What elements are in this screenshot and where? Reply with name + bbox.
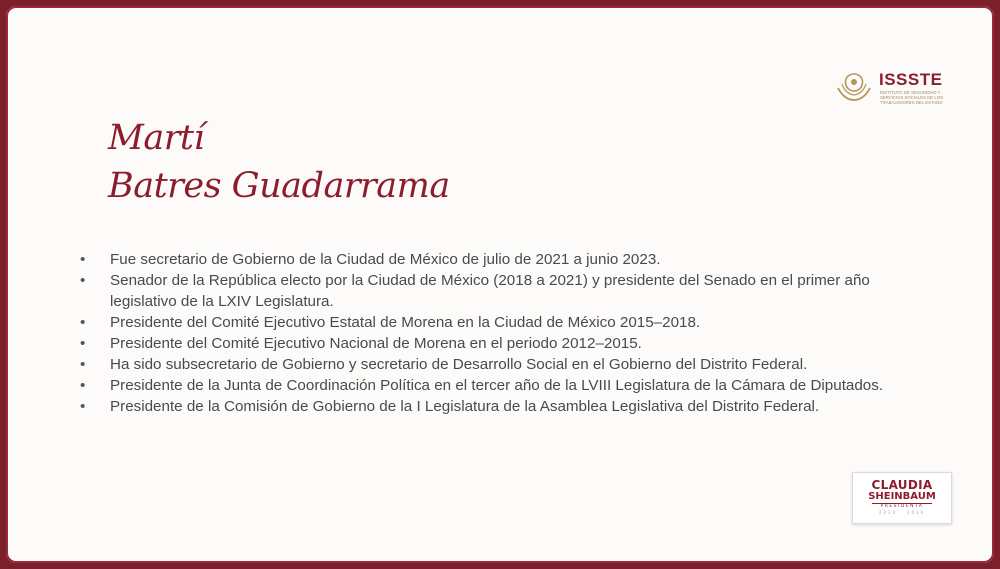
list-item-text: Fue secretario de Gobierno de la Ciudad de México de julio de 2021 a junio 2023. xyxy=(110,251,661,268)
list-item-text: Presidente del Comité Ejecutivo Nacional de Morena en el periodo 2012–2015. xyxy=(110,335,642,352)
claudia-sheinbaum-badge xyxy=(852,472,952,524)
list-item xyxy=(78,270,928,312)
issste-subtitle: INSTITUTO DE SEGURIDAD Y SERVICIOS SOCIALES DE LOS TRABAJADORES DEL ESTADO xyxy=(880,90,943,105)
title-line-2: Batres Guadarrama xyxy=(108,166,450,206)
page-title xyxy=(108,114,450,210)
badge-line-3: PRESIDENTA xyxy=(872,503,932,510)
list-item xyxy=(78,354,928,375)
list-item-text: Ha sido subsecretario de Gobierno y secretario de Desarrollo Social en el Gobierno del Distrito Federal. xyxy=(110,356,808,373)
bullet-dot-icon: • xyxy=(80,335,86,352)
bullet-list xyxy=(78,249,928,417)
issste-logo xyxy=(834,68,964,108)
issste-name: ISSSTE xyxy=(879,70,943,89)
badge-line-1: CLAUDIA xyxy=(871,478,933,492)
badge-line-4: 2024 · 2030 xyxy=(878,510,926,515)
badge-line-2: SHEINBAUM xyxy=(868,491,936,502)
list-item xyxy=(78,312,928,333)
list-item xyxy=(78,375,928,396)
list-item-text: Presidente del Comité Ejecutivo Estatal de Morena en la Ciudad de México 2015–2018. xyxy=(110,314,701,331)
issste-emblem-icon xyxy=(834,70,874,104)
list-item-text: Senador de la República electo por la Ciudad de México (2018 a 2021) y presidente del Senado en el primer año legislativo de la LXIV Legislatura. xyxy=(110,272,870,310)
list-item xyxy=(78,249,928,270)
list-item-text: Presidente de la Junta de Coordinación Política en el tercer año de la LVIII Legislatura de la Cámara de Diputados. xyxy=(110,377,884,394)
bullet-dot-icon: • xyxy=(80,377,86,394)
bullet-dot-icon: • xyxy=(80,398,86,415)
slide xyxy=(6,6,994,563)
list-item xyxy=(78,396,928,417)
bullet-dot-icon: • xyxy=(80,272,86,289)
list-item xyxy=(78,333,928,354)
title-line-1: Martí xyxy=(108,118,205,158)
bullet-dot-icon: • xyxy=(80,251,86,268)
bullet-dot-icon: • xyxy=(80,314,86,331)
bullet-dot-icon: • xyxy=(80,356,86,373)
list-item-text: Presidente de la Comisión de Gobierno de la I Legislatura de la Asamblea Legislativa del Distrito Federal. xyxy=(110,398,820,415)
